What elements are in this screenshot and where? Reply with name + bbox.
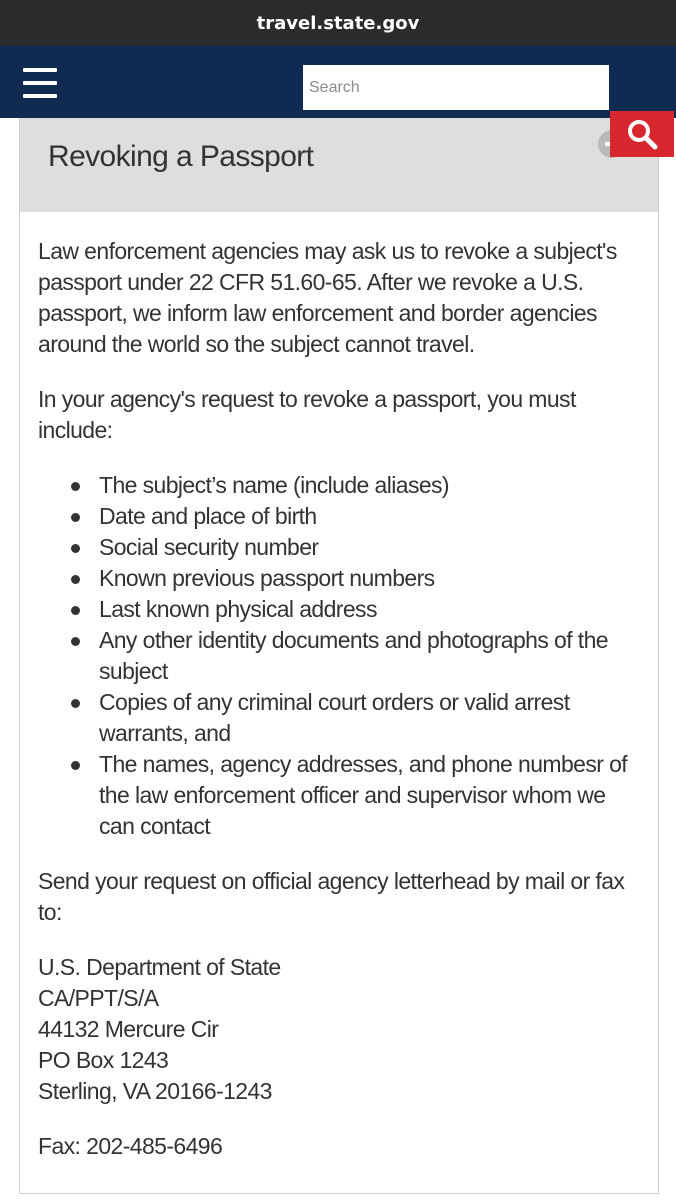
- list-item: Social security number: [99, 532, 638, 563]
- list-item: The subject’s name (include aliases): [99, 470, 638, 501]
- search-input[interactable]: [303, 65, 609, 110]
- address-line: PO Box 1243: [38, 1047, 169, 1073]
- list-item: Copies of any criminal court orders or valid arrest warrants, and: [99, 687, 638, 749]
- section-content: [38, 236, 638, 1186]
- hamburger-menu-icon[interactable]: [23, 68, 57, 98]
- list-item: Last known physical address: [99, 594, 638, 625]
- request-intro-paragraph: In your agency's request to revoke a passport, you must include:: [38, 386, 576, 443]
- browser-url-bar[interactable]: [0, 0, 676, 46]
- address-line: CA/PPT/S/A: [38, 985, 159, 1011]
- address-line: 44132 Mercure Cir: [38, 1016, 219, 1042]
- fax-number: Fax: 202-485-6496: [38, 1133, 223, 1159]
- url-text: travel.state.gov: [256, 12, 420, 34]
- address-line: U.S. Department of State: [38, 954, 281, 980]
- list-item: Date and place of birth: [99, 501, 638, 532]
- requirements-list: [38, 470, 638, 842]
- site-header: [0, 46, 676, 118]
- intro-paragraph: Law enforcement agencies may ask us to revoke a subject's passport under 22 CFR 51.60-65. After we revoke a U.S. passport, we inform law enforcement and border agencies around the world so the subject cannot travel.: [38, 238, 617, 357]
- send-instructions: Send your request on official agency letterhead by mail or fax to:: [38, 868, 625, 925]
- magnifier-icon: [626, 118, 658, 150]
- search-button[interactable]: [610, 111, 674, 157]
- accordion-panel: [19, 118, 659, 1194]
- address-line: Sterling, VA 20166-1243: [38, 1078, 272, 1104]
- section-title: Revoking a Passport: [48, 140, 314, 173]
- list-item: The names, agency addresses, and phone numbesr of the law enforcement officer and supervisor whom we can contact: [99, 749, 638, 842]
- mailing-address: [38, 952, 638, 1107]
- list-item: Any other identity documents and photographs of the subject: [99, 625, 638, 687]
- accordion-header[interactable]: [20, 118, 658, 212]
- list-item: Known previous passport numbers: [99, 563, 638, 594]
